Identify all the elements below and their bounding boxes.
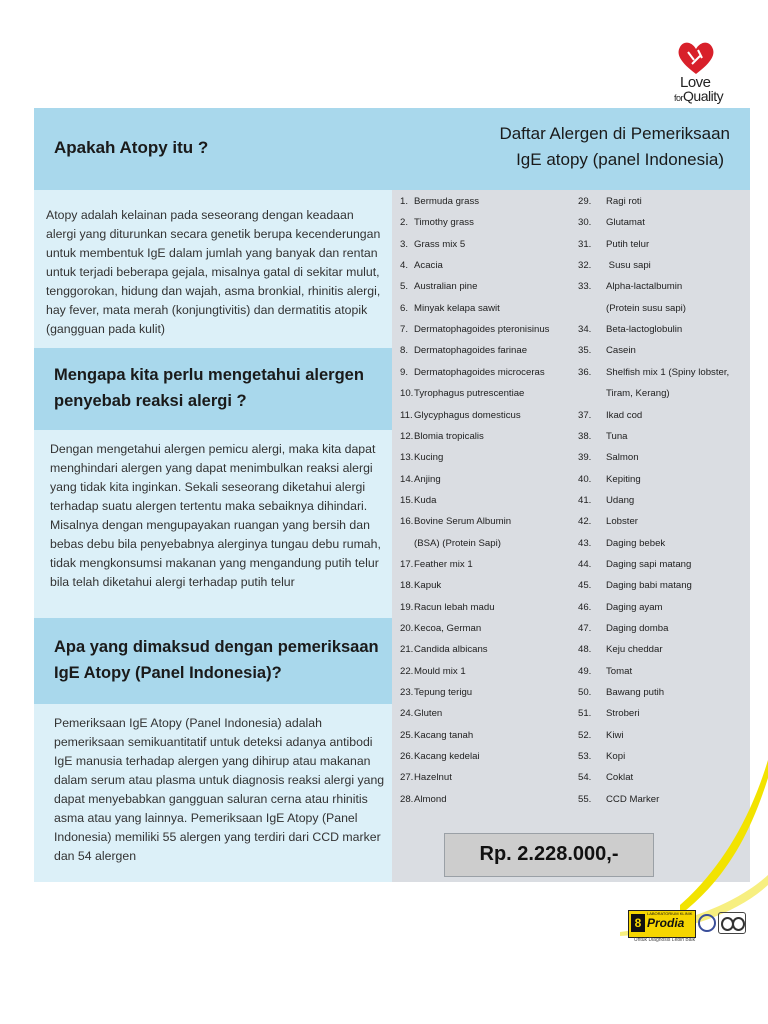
allergen-item	[578, 303, 686, 314]
allergen-item	[400, 602, 495, 613]
allergen-item	[400, 623, 481, 634]
section1-body: Atopy adalah kelainan pada seseorang dengan keadaan alergi yang diturunkan secara genetik berupa kecenderungan untuk membentuk IgE dalam jumlah yang banyak dan rentan untuk terjadi beberapa gejala, misalnya gatal di sekitar mulut, tenggorokan, hidung dan wajah, asma bronkial, rhinitis alergi, hay fever, mata merah (konjungtivitis) dan dermatitis atopik (gangguan pada kulit)	[46, 208, 381, 336]
allergen-number: 9.	[400, 366, 409, 378]
allergen-number: 48.	[578, 644, 592, 656]
allergen-item	[578, 239, 649, 250]
allergen-number: 30.	[578, 217, 592, 229]
heart-icon	[676, 40, 716, 76]
allergen-number: 24.	[400, 708, 414, 720]
allergen-name: Daging sapi matang	[606, 558, 692, 570]
allergen-item	[400, 431, 484, 442]
allergen-name: Kopi	[606, 751, 626, 763]
section3-title: Apa yang dimaksud dengan pemeriksaan IgE Atopy (Panel Indonesia)?	[54, 638, 379, 682]
certification-logo-icon	[718, 912, 746, 934]
allergen-number: 22.	[400, 665, 414, 677]
allergen-item	[400, 452, 443, 463]
allergen-number: 14.	[400, 473, 414, 485]
allergen-name: Australian pine	[414, 281, 478, 293]
allergen-number: 15.	[400, 494, 414, 506]
allergen-item	[578, 580, 692, 591]
section2-body-box	[34, 430, 392, 618]
allergen-number: 55.	[578, 793, 592, 805]
allergen-number: 47.	[578, 623, 592, 634]
allergen-name: Kucing	[414, 452, 444, 464]
allergen-number: 18.	[400, 580, 414, 592]
allergen-item	[578, 281, 682, 292]
allergen-item	[400, 196, 479, 207]
allergen-number: 5.	[400, 281, 409, 293]
allergen-name: Almond	[414, 793, 447, 805]
allergen-name: Tomat	[606, 665, 633, 677]
allergen-item	[400, 730, 473, 741]
allergen-name: Grass mix 5	[414, 238, 466, 250]
prodia-mark-icon: 8	[631, 914, 645, 932]
footer-logos	[628, 910, 746, 946]
allergen-name: Kacang kedelai	[414, 751, 480, 763]
allergen-name: Candida albicans	[414, 644, 488, 656]
allergen-name: Keju cheddar	[606, 644, 663, 656]
allergen-name: Beta-lactoglobulin	[606, 324, 683, 336]
prodia-logo	[628, 910, 696, 938]
allergen-number: 27.	[400, 772, 414, 784]
section1-body-box	[34, 190, 392, 348]
allergen-name: Daging bebek	[606, 537, 666, 549]
allergen-item	[578, 217, 645, 228]
logo-text-for: for	[674, 93, 684, 103]
allergen-number: 42.	[578, 516, 592, 528]
allergen-name: Dermatophagoides microceras	[414, 366, 545, 378]
allergen-name: Casein	[606, 345, 636, 357]
allergen-number: 32.	[578, 260, 592, 272]
section2-header	[34, 348, 392, 430]
allergen-item	[400, 303, 500, 314]
allergen-number: 37.	[578, 409, 592, 421]
allergen-item	[400, 751, 480, 762]
allergen-name: Kiwi	[606, 729, 624, 741]
allergen-list-title-line1: Daftar Alergen di Pemeriksaan	[499, 124, 730, 143]
allergen-name: Bovine Serum Albumin	[414, 516, 512, 528]
allergen-number: 23.	[400, 687, 414, 699]
allergen-item	[400, 708, 442, 719]
allergen-item	[400, 516, 511, 527]
allergen-number: 3.	[400, 238, 409, 250]
allergen-item	[400, 687, 472, 698]
allergen-item	[578, 367, 729, 378]
allergen-item	[400, 474, 441, 485]
allergen-list-header	[392, 108, 750, 190]
allergen-number: 44.	[578, 558, 592, 570]
allergen-item	[400, 495, 436, 506]
allergen-item	[578, 410, 642, 421]
allergen-number: 12.	[400, 430, 414, 442]
allergen-number: 17.	[400, 558, 414, 570]
allergen-name: Glutamat	[606, 217, 645, 229]
allergen-item	[400, 580, 441, 591]
allergen-name: Lobster	[606, 516, 638, 528]
allergen-item	[400, 644, 488, 655]
logo-text-love: Love	[680, 74, 711, 91]
allergen-name: Kacang tanah	[414, 729, 474, 741]
allergen-number: 40.	[578, 473, 592, 485]
allergen-name: Acacia	[414, 260, 443, 272]
allergen-name: Udang	[606, 494, 635, 506]
allergen-name: Kapuk	[414, 580, 442, 592]
section3-body: Pemeriksaan IgE Atopy (Panel Indonesia) adalah pemeriksaan semikuantitatif untuk deteksi adanya antibodi IgE manusia terhadap alergen yang dihirup atau makanan dalam serum atau plasma untuk diagnosis reaksi alergi yang dapat menyebabkan gangguan saluran cerna atau rhinitis asma atau yang lainnya. Pemeriksaan IgE Atopy (Panel Indonesia) memiliki 55 alergen yang terdiri dari CCD marker dan 54 alergen	[54, 716, 385, 863]
allergen-item	[400, 410, 521, 421]
allergen-name: Blomia tropicalis	[414, 430, 484, 442]
allergen-number: 41.	[578, 494, 592, 506]
allergen-number: 33.	[578, 281, 592, 293]
allergen-item	[578, 687, 664, 698]
allergen-number: 26.	[400, 751, 414, 763]
allergen-item	[400, 217, 474, 228]
allergen-name: Tiram, Kerang)	[606, 388, 670, 400]
section3-header	[34, 618, 392, 704]
love-for-quality-logo	[666, 40, 746, 106]
allergen-name: Glycyphagus domesticus	[414, 409, 521, 421]
allergen-item	[400, 281, 477, 292]
prodia-tagline: Untuk Diagnosis Lebih Baik	[634, 937, 696, 943]
allergen-name: Anjing	[414, 473, 441, 485]
allergen-item	[400, 324, 549, 335]
allergen-name: Tepung terigu	[414, 687, 473, 699]
allergen-number: 4.	[400, 260, 409, 272]
allergen-item	[578, 474, 641, 485]
allergen-name: Racun lebah madu	[414, 601, 495, 613]
allergen-name: Ikad cod	[606, 409, 643, 421]
allergen-name: Bermuda grass	[414, 196, 480, 207]
section2-title: Mengapa kita perlu mengetahui alergen penyebab reaksi alergi ?	[54, 366, 364, 410]
allergen-number: 51.	[578, 708, 592, 720]
section1-header	[34, 108, 392, 190]
allergen-item	[578, 260, 651, 271]
prodia-lab-label: LABORATORIUM KLINIK	[647, 911, 693, 916]
allergen-number: 38.	[578, 430, 592, 442]
allergen-number: 2.	[400, 217, 409, 229]
allergen-number: 1.	[400, 196, 409, 207]
allergen-number: 21.	[400, 644, 414, 656]
allergen-number: 50.	[578, 687, 592, 699]
allergen-name: (BSA) (Protein Sapi)	[414, 537, 501, 549]
allergen-name: Tyrophagus putrescentiae	[414, 388, 525, 400]
allergen-item	[400, 388, 524, 399]
allergen-number: 31.	[578, 238, 592, 250]
allergen-item	[400, 239, 465, 250]
allergen-number: 6.	[400, 302, 409, 314]
section1-title: Apakah Atopy itu ?	[54, 138, 209, 157]
logo-text-quality: Quality	[683, 88, 724, 104]
allergen-item	[578, 452, 639, 463]
allergen-number: 36.	[578, 366, 592, 378]
allergen-name: Gluten	[414, 708, 443, 720]
allergen-name: Kuda	[414, 494, 437, 506]
allergen-number: 39.	[578, 452, 592, 464]
allergen-number: 54.	[578, 772, 592, 784]
allergen-name: Susu sapi	[606, 260, 651, 272]
allergen-number: 35.	[578, 345, 592, 357]
allergen-name: Timothy grass	[414, 217, 474, 229]
allergen-name: Kecoa, German	[414, 623, 482, 634]
allergen-name: Kepiting	[606, 473, 641, 485]
allergen-name: Salmon	[606, 452, 639, 464]
allergen-item	[578, 431, 628, 442]
allergen-name: Daging ayam	[606, 601, 663, 613]
allergen-name: Stroberi	[606, 708, 640, 720]
allergen-item	[578, 345, 636, 356]
allergen-name: Daging babi matang	[606, 580, 692, 592]
allergen-list-title-line2: IgE atopy (panel Indonesia)	[516, 150, 724, 169]
allergen-item	[578, 559, 691, 570]
logo-text-for-quality	[674, 88, 723, 104]
allergen-item	[578, 602, 663, 613]
allergen-number: 43.	[578, 537, 592, 549]
allergen-number: 19.	[400, 601, 414, 613]
allergen-number: 53.	[578, 751, 592, 763]
allergen-number: 52.	[578, 729, 592, 741]
prodia-brand: Prodia	[647, 916, 685, 930]
allergen-item	[578, 388, 670, 399]
allergen-name: Putih telur	[606, 238, 650, 250]
accreditation-seal-icon	[698, 914, 716, 932]
allergen-number: 28.	[400, 793, 414, 805]
allergen-item	[578, 644, 663, 655]
section3-body-box	[34, 704, 392, 882]
allergen-name: Feather mix 1	[414, 558, 473, 570]
allergen-number: 34.	[578, 324, 592, 336]
allergen-name: CCD Marker	[606, 793, 660, 805]
allergen-name: Hazelnut	[414, 772, 452, 784]
allergen-item	[400, 772, 452, 783]
allergen-item	[578, 623, 668, 634]
allergen-item	[578, 324, 682, 335]
allergen-number: 11.	[400, 409, 413, 421]
allergen-name: Alpha-lactalbumin	[606, 281, 683, 293]
allergen-item	[400, 260, 443, 271]
allergen-name: Dermatophagoides pteronisinus	[414, 324, 550, 336]
allergen-item	[400, 345, 527, 356]
allergen-item	[578, 495, 634, 506]
allergen-item	[400, 367, 545, 378]
allergen-number: 46.	[578, 601, 592, 613]
price-text: Rp. 2.228.000,-	[479, 843, 619, 865]
allergen-number: 20.	[400, 623, 414, 634]
allergen-name: Shelfish mix 1 (Spiny lobster,	[606, 366, 730, 378]
allergen-number: 25.	[400, 729, 414, 741]
allergen-number: 13.	[400, 452, 414, 464]
allergen-name: (Protein susu sapi)	[606, 302, 686, 314]
allergen-item	[400, 559, 473, 570]
allergen-name: Ragi roti	[606, 196, 642, 207]
allergen-number: 7.	[400, 324, 409, 336]
allergen-name: Coklat	[606, 772, 634, 784]
allergen-item	[400, 538, 501, 549]
allergen-name: Daging domba	[606, 623, 669, 634]
allergen-number: 16.	[400, 516, 414, 528]
allergen-number: 10.	[400, 388, 414, 400]
allergen-name: Mould mix 1	[414, 665, 466, 677]
section2-body: Dengan mengetahui alergen pemicu alergi, maka kita dapat menghindari alergen yang dapat menimbulkan reaksi alergi yang tidak kita inginkan. Sekali seseorang diketahui alergi terhadap suatu alergen tertentu maka sebaiknya dihindari. Misalnya dengan mengupayakan ruangan yang bersih dan bebas debu bila penyebabnya alerginya tungau debu rumah, tidak mengkonsumsi makanan yang mengandung putih telur bila telah diketahui alergi terhadap putih telur	[50, 442, 381, 589]
allergen-number: 49.	[578, 665, 592, 677]
allergen-name: Bawang putih	[606, 687, 665, 699]
allergen-number: 8.	[400, 345, 409, 357]
allergen-item	[400, 794, 447, 805]
allergen-item	[578, 666, 632, 677]
allergen-item	[578, 538, 665, 549]
allergen-item	[578, 196, 642, 207]
allergen-item	[578, 516, 638, 527]
allergen-item	[400, 666, 466, 677]
allergen-name: Tuna	[606, 430, 628, 442]
allergen-number: 45.	[578, 580, 592, 592]
allergen-name: Dermatophagoides farinae	[414, 345, 528, 357]
allergen-name: Minyak kelapa sawit	[414, 302, 500, 314]
allergen-number: 29.	[578, 196, 592, 207]
